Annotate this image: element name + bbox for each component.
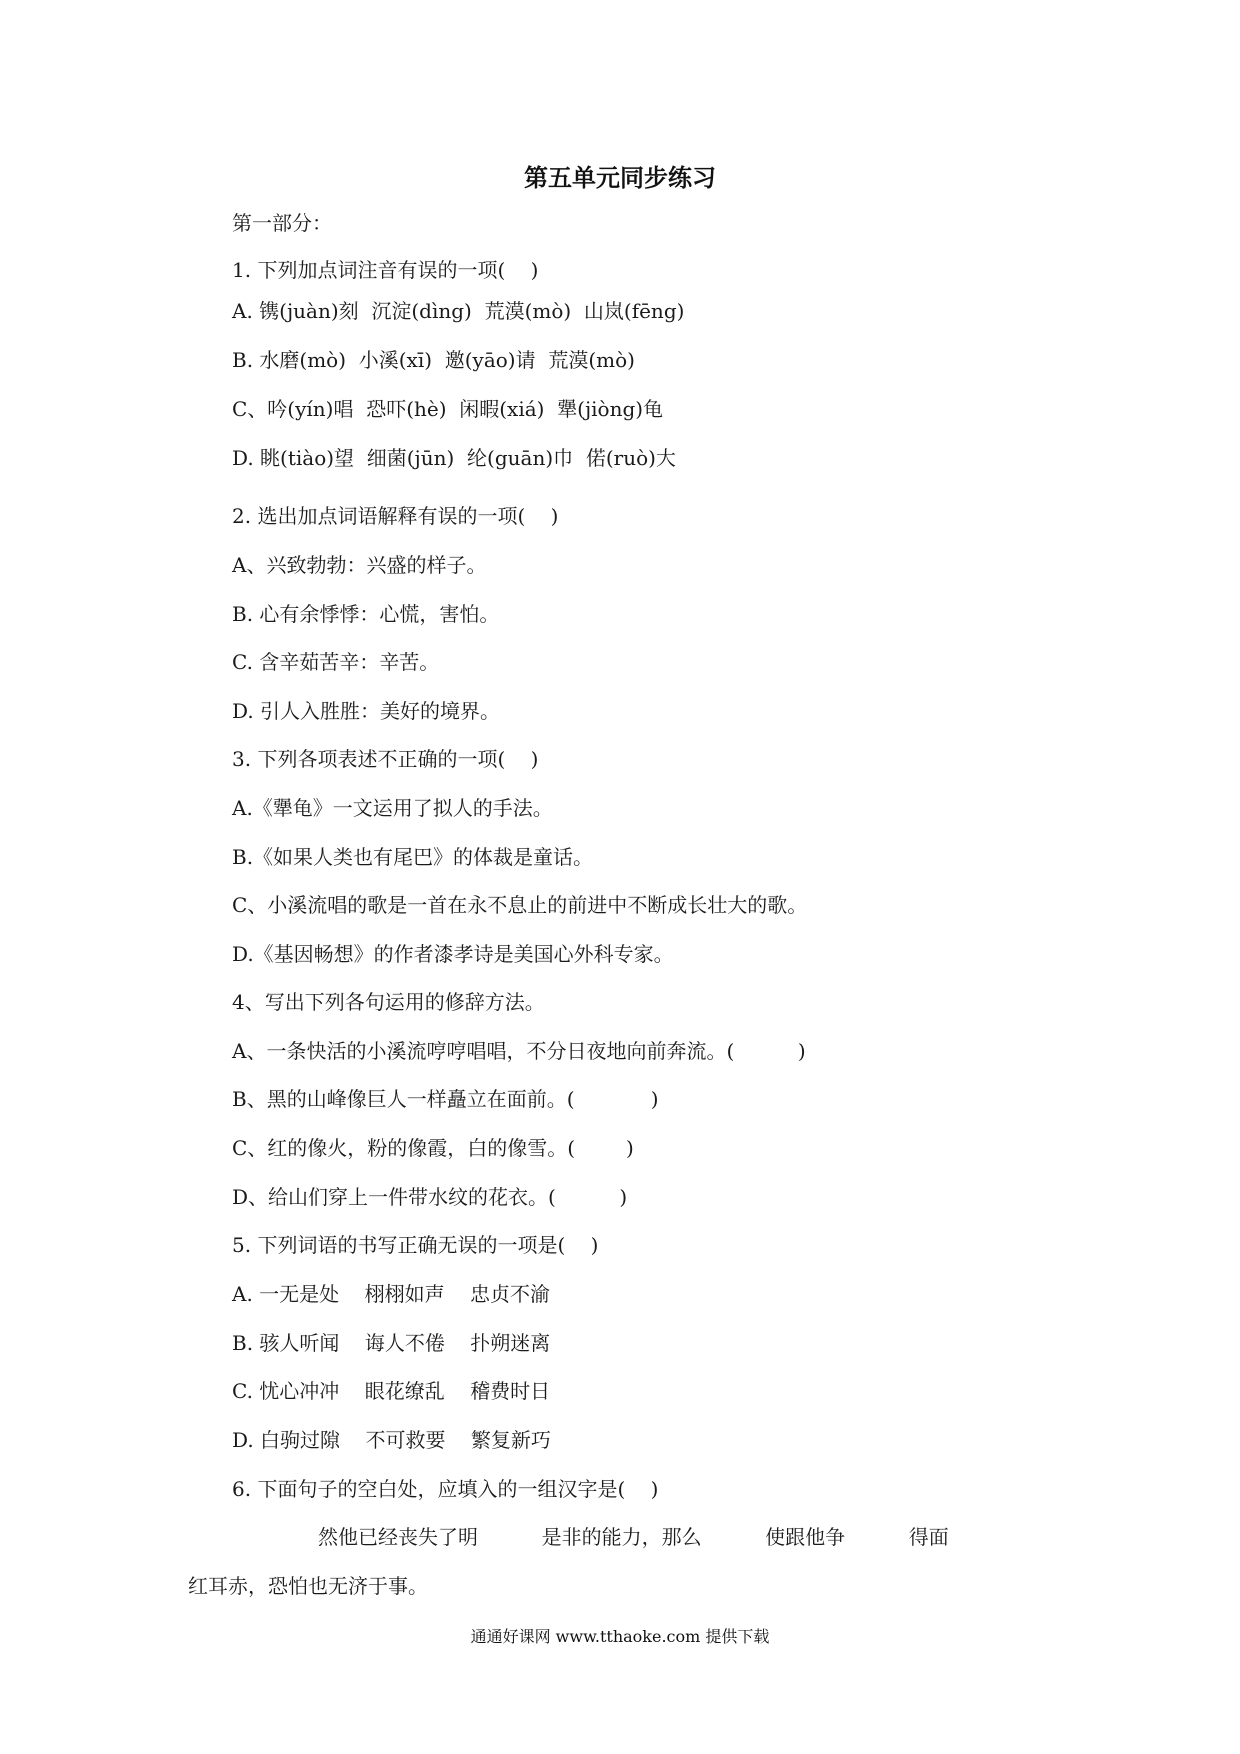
q4-option-b: B、黑的山峰像巨人一样矗立在面前。( ) <box>232 1087 659 1111</box>
page-footer: 通通好课网 www.tthaoke.com 提供下载 <box>470 1627 770 1646</box>
q4-option-d: D、给山们穿上一件带水纹的花衣。( ) <box>232 1185 628 1209</box>
q2-stem: 2. 选出加点词语解释有误的一项( ) <box>232 504 559 528</box>
q1-option-a: A. 镌(juàn)刻 沉淀(dìng) 荒漠(mò) 山岚(fēng) <box>232 299 685 323</box>
q5-option-a: A. 一无是处 栩栩如声 忠贞不渝 <box>232 1282 551 1306</box>
q5-option-d: D. 白驹过隙 不可救要 繁复新巧 <box>232 1428 551 1452</box>
q1-stem: 1. 下列加点词注音有误的一项( ) <box>232 258 539 282</box>
q2-option-a: A、兴致勃勃：兴盛的样子。 <box>232 553 487 577</box>
q1-option-c: C、吟(yín)唱 恐吓(hè) 闲暇(xiá) 犟(jiòng)龟 <box>232 397 664 421</box>
q5-option-b: B. 骇人听闻 诲人不倦 扑朔迷离 <box>232 1331 551 1355</box>
q4-stem: 4、写出下列各句运用的修辞方法。 <box>232 990 545 1014</box>
q4-option-a: A、一条快活的小溪流哼哼唱唱，不分日夜地向前奔流。( ) <box>232 1039 806 1063</box>
q3-option-a: A.《犟龟》一文运用了拟人的手法。 <box>232 796 553 820</box>
q6-stem: 6. 下面句子的空白处，应填入的一组汉字是( ) <box>232 1477 659 1501</box>
q5-option-c: C. 忧心冲冲 眼花缭乱 稽费时日 <box>232 1379 551 1403</box>
q3-option-d: D.《基因畅想》的作者漆孝诗是美国心外科专家。 <box>232 942 674 966</box>
q1-option-d: D. 眺(tiào)望 细菌(jūn) 纶(guān)巾 偌(ruò)大 <box>232 446 676 470</box>
q3-option-c: C、小溪流唱的歌是一首在永不息止的前进中不断成长壮大的歌。 <box>232 893 808 917</box>
page-title: 第五单元同步练习 <box>524 164 716 192</box>
q2-option-b: B. 心有余悸悸：心慌，害怕。 <box>232 602 500 626</box>
q5-stem: 5. 下列词语的书写正确无误的一项是( ) <box>232 1233 599 1257</box>
q3-option-b: B.《如果人类也有尾巴》的体裁是童话。 <box>232 845 594 869</box>
q2-option-d: D. 引人入胜胜：美好的境界。 <box>232 699 501 723</box>
q3-stem: 3. 下列各项表述不正确的一项( ) <box>232 747 539 771</box>
q4-option-c: C、红的像火，粉的像霞，白的像雪。( ) <box>232 1136 634 1160</box>
q1-option-b: B. 水磨(mò) 小溪(xī) 邀(yāo)请 荒漠(mò) <box>232 348 635 372</box>
q6-sentence-line2: 红耳赤，恐怕也无济于事。 <box>188 1574 428 1598</box>
section-heading: 第一部分： <box>232 211 332 235</box>
q2-option-c: C. 含辛茹苦辛：辛苦。 <box>232 650 440 674</box>
q6-sentence-line1: 然他已经丧失了明 是非的能力，那么 使跟他争 得面 <box>318 1525 949 1549</box>
